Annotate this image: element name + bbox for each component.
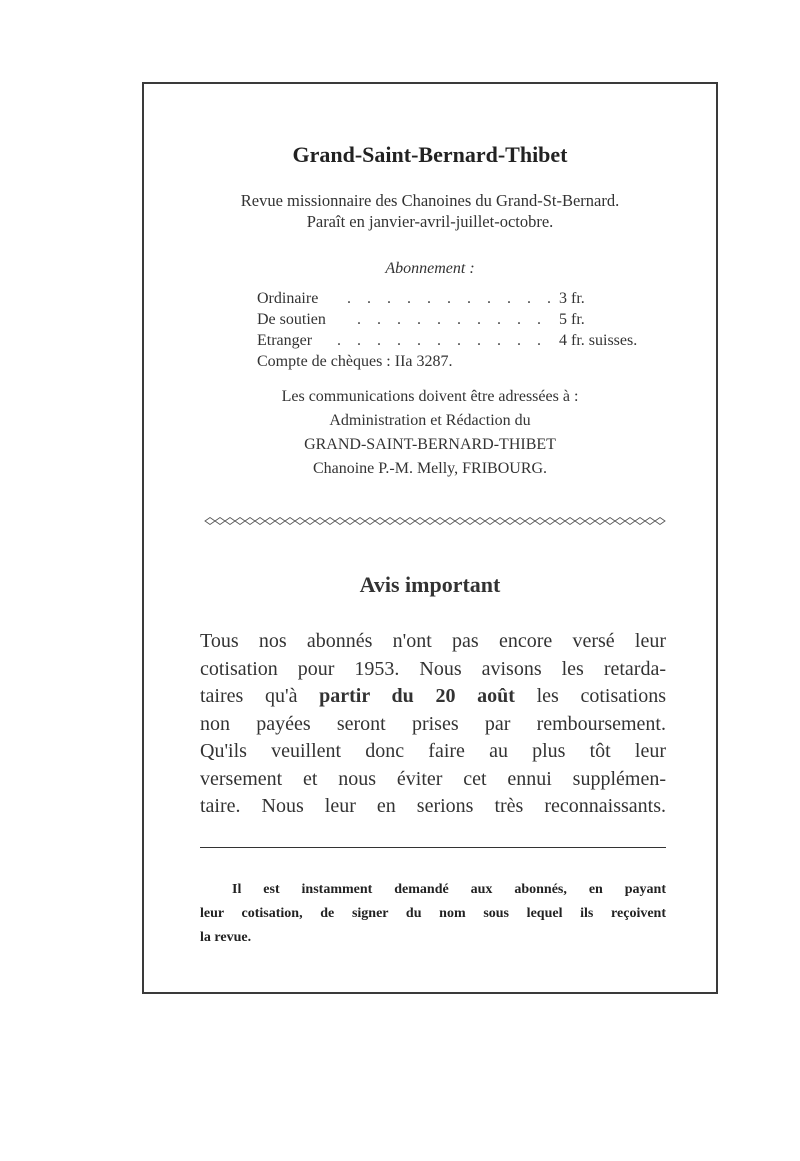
ornament-link: [345, 518, 355, 525]
avis-line: cotisation pour 1953. Nous avisons les retarda-: [200, 657, 666, 680]
ornament-link: [435, 518, 445, 525]
ornament-link: [335, 518, 345, 525]
ornament-link: [205, 518, 215, 525]
ornament-link: [285, 518, 295, 525]
page-frame: [142, 82, 718, 994]
ornament-link: [475, 518, 485, 525]
ornament-link: [625, 518, 635, 525]
ornament-link: [225, 518, 235, 525]
comms-line-4: [144, 457, 716, 481]
communications-block: [144, 385, 716, 481]
comms-line-4-text: Chanoine P.-M. Melly, FRIBOURG.: [312, 460, 548, 477]
ornament-link: [375, 518, 385, 525]
ornament-link: [645, 518, 655, 525]
price-value: 4 fr. suisses.: [559, 332, 638, 349]
comms-line-3: GRAND-SAINT-BERNARD-THIBET: [304, 436, 556, 453]
ornament-link: [655, 518, 665, 525]
price-label: Etranger: [257, 332, 313, 349]
ornament-link: [505, 518, 515, 525]
avis-title: Avis important: [359, 572, 501, 597]
ornament-link: [515, 518, 525, 525]
ornament-link: [585, 518, 595, 525]
comms-line-2: Administration et Rédaction du: [329, 412, 531, 429]
ornament-link: [465, 518, 475, 525]
page-title: Grand-Saint-Bernard-Thibet: [292, 142, 568, 167]
ornament-link: [255, 518, 265, 525]
avis-line: [200, 683, 666, 711]
ornament-link: [265, 518, 275, 525]
ornament-link: [565, 518, 575, 525]
cheque-account: [257, 351, 677, 372]
ornament-link: [305, 518, 315, 525]
ornament-link: [355, 518, 365, 525]
avis-emphasis: partir du 20 août: [319, 685, 515, 707]
ornament-link: [555, 518, 565, 525]
price-row-etranger: [257, 330, 677, 351]
notice-paragraph: [200, 878, 666, 950]
price-list: [257, 288, 677, 372]
ornament-link: [415, 518, 425, 525]
price-row-ordinaire: [257, 288, 677, 309]
ornament-link: [605, 518, 615, 525]
ornament-link: [245, 518, 255, 525]
ornament-link: [405, 518, 415, 525]
avis-line: taire. Nous leur en serions très reconnaissants.: [200, 795, 666, 817]
subtitle-line-1: Revue missionnaire des Chanoines du Grand-St-Bernard.: [240, 191, 620, 210]
ornament-link: [425, 518, 435, 525]
ornament-link: [455, 518, 465, 525]
price-value: 3 fr.: [559, 290, 585, 307]
ornament-link: [235, 518, 245, 525]
ornament-link: [545, 518, 555, 525]
ornament-link: [395, 518, 405, 525]
ornament-link: [365, 518, 375, 525]
ornamental-divider: [202, 516, 668, 526]
notice-line: la revue.: [200, 930, 252, 945]
ornament-link: [495, 518, 505, 525]
notice-line: leur cotisation, de signer du nom sous lequel ils reçoivent: [200, 906, 666, 921]
avis-line: Tous nos abonnés n'ont pas encore versé leur: [200, 630, 666, 652]
ornament-link: [295, 518, 305, 525]
ornament-link: [385, 518, 395, 525]
leader-dots: . . . . . . . . . . .: [337, 332, 547, 349]
avis-line-start: taires qu'à: [200, 685, 298, 707]
ornament-link: [535, 518, 545, 525]
horizontal-rule: [200, 847, 666, 848]
ornament-link: [595, 518, 605, 525]
ornament-link: [275, 518, 285, 525]
avis-line-end: les cotisations: [536, 685, 667, 707]
leader-dots: . . . . . . . . . .: [357, 311, 547, 328]
avis-line: non payées seront prises par remboursement.: [200, 712, 666, 735]
cheque-text: Compte de chèques : IIa 3287.: [257, 353, 453, 370]
ornament-link: [525, 518, 535, 525]
subtitle-line-2: Paraît en janvier-avril-juillet-octobre.: [306, 212, 554, 231]
price-label: De soutien: [257, 311, 326, 328]
price-label: Ordinaire: [257, 290, 319, 307]
ornament-link: [635, 518, 645, 525]
ornament-link: [325, 518, 335, 525]
ornament-link: [575, 518, 585, 525]
avis-paragraph: [200, 628, 666, 821]
subtitle: [144, 190, 716, 232]
price-value: 5 fr.: [559, 311, 585, 328]
comms-line-1: Les communications doivent être adressées à :: [281, 388, 579, 405]
avis-line: Qu'ils veuillent donc faire au plus tôt leur: [200, 740, 666, 762]
ornament-link: [315, 518, 325, 525]
notice-line: Il est instamment demandé aux abonnés, en payant: [232, 882, 666, 897]
subscription-heading: Abonnement :: [385, 260, 475, 277]
ornament-link: [485, 518, 495, 525]
avis-line: versement et nous éviter cet ennui supplémen-: [200, 767, 666, 790]
ornament-link: [445, 518, 455, 525]
ornament-link: [215, 518, 225, 525]
price-row-soutien: [257, 309, 677, 330]
leader-dots: . . . . . . . . . . .: [347, 290, 557, 307]
ornament-link: [615, 518, 625, 525]
